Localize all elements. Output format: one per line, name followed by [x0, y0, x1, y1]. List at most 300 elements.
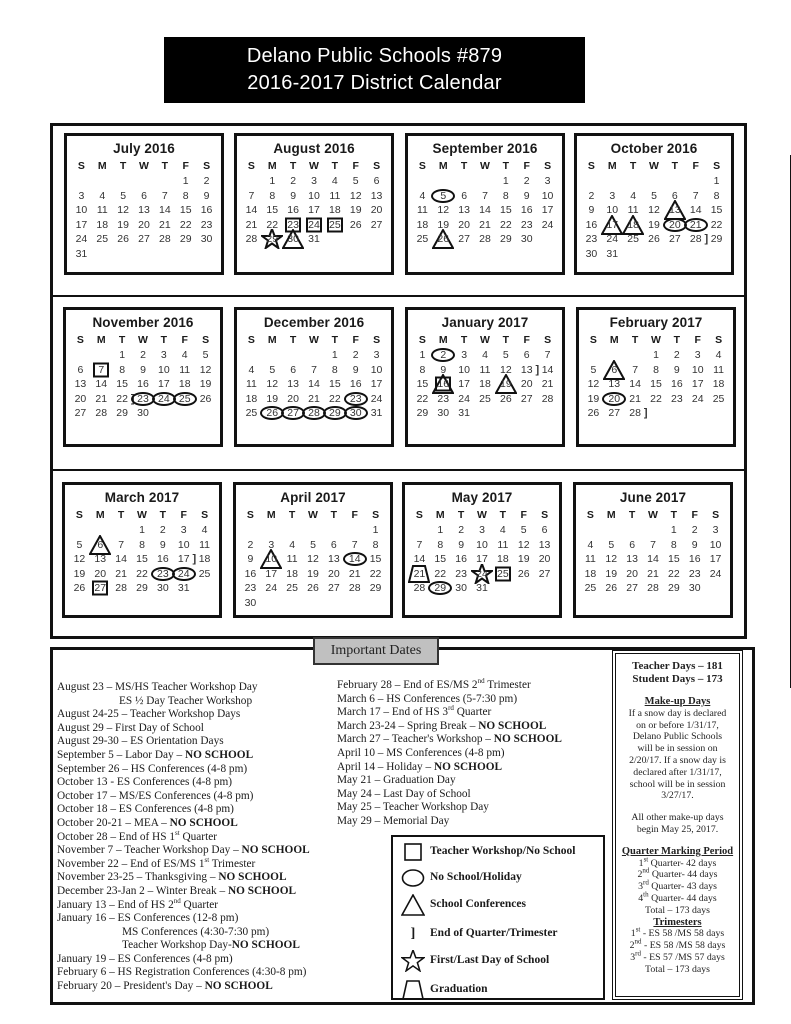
day-cell	[92, 232, 113, 247]
day-number: 20	[370, 204, 383, 216]
day-number: 8	[713, 189, 720, 202]
day-cell	[196, 203, 217, 218]
day-cell	[71, 203, 92, 218]
day-cell	[475, 232, 496, 247]
trimester-heading: Trimesters	[653, 916, 702, 928]
day-cell	[495, 203, 516, 218]
day-number: 12	[199, 363, 212, 376]
day-cell	[304, 406, 325, 421]
day-cell	[646, 392, 667, 407]
day-cell	[133, 363, 154, 378]
day-cell	[492, 523, 513, 538]
day-number: 25	[286, 582, 298, 594]
weekday-label: T	[289, 334, 297, 346]
weekday-label: F	[352, 334, 359, 346]
quarter-total: Total – 173 days	[645, 904, 710, 916]
day-number: 4	[289, 538, 296, 551]
day-number: 29	[329, 407, 341, 419]
day-number: 6	[97, 538, 104, 551]
day-number: 23	[437, 392, 450, 405]
day-cell	[433, 377, 454, 392]
day-number: 3	[268, 538, 275, 551]
month-day-grid	[65, 507, 219, 596]
weekday-label: W	[308, 509, 318, 521]
day-number: 18	[245, 392, 258, 405]
weekday-label: S	[246, 509, 254, 521]
day-number: 18	[198, 553, 211, 565]
day-number: 26	[199, 392, 212, 405]
weekday-label: W	[139, 160, 149, 172]
day-number: 13	[74, 378, 87, 390]
day-cell	[366, 174, 387, 189]
day-cell	[194, 567, 215, 582]
day-number: 17	[370, 378, 383, 390]
day-cell	[580, 538, 601, 553]
makeup-line: If a snow day is declared	[628, 707, 727, 719]
day-number: 22	[329, 392, 341, 405]
important-date-entry	[57, 980, 310, 994]
day-cell	[644, 218, 665, 233]
weekday-label: T	[499, 509, 507, 521]
weekday-label: W	[309, 160, 319, 172]
day-number: 21	[95, 392, 108, 405]
day-cell	[283, 189, 304, 204]
makeup-heading: Make-up Days	[644, 696, 711, 707]
day-number: 15	[136, 553, 148, 565]
empty-day-cell	[111, 523, 132, 538]
day-cell	[412, 363, 433, 378]
day-cell	[134, 203, 155, 218]
day-cell	[602, 218, 623, 233]
day-number: 16	[585, 218, 598, 231]
important-date-entry	[57, 871, 310, 885]
day-number: 13	[328, 553, 340, 565]
date-description: March 6 – HS Conferences (5-7:30 pm)	[337, 692, 518, 705]
day-number: 29	[500, 233, 512, 245]
day-cell	[111, 581, 132, 596]
day-number: 23	[520, 218, 533, 231]
day-cell	[153, 363, 174, 378]
weekday-label: F	[351, 509, 358, 521]
day-cell	[262, 203, 283, 218]
day-cell	[706, 203, 727, 218]
day-cell	[625, 377, 646, 392]
day-cell	[495, 232, 516, 247]
day-cell	[580, 581, 601, 596]
day-cell	[152, 567, 173, 582]
day-number: 16	[287, 204, 299, 216]
day-cell	[685, 232, 709, 247]
day-cell	[537, 189, 558, 204]
day-cell	[472, 581, 493, 596]
day-number: 10	[370, 363, 383, 376]
important-date-entry	[57, 735, 310, 749]
day-cell	[304, 392, 325, 407]
day-number: 19	[266, 392, 279, 405]
month-day-grid	[236, 507, 390, 610]
empty-day-cell	[303, 523, 324, 538]
weekday-label: S	[415, 509, 423, 521]
empty-day-cell	[113, 174, 134, 189]
important-date-entry	[337, 788, 562, 802]
day-cell	[283, 392, 304, 407]
day-number: 25	[712, 392, 725, 405]
day-cell	[513, 538, 534, 553]
day-cell	[283, 363, 304, 378]
day-number: 4	[201, 524, 208, 536]
day-cell	[537, 348, 558, 363]
weekday-label: W	[649, 160, 659, 172]
month-title: December 2016	[263, 315, 365, 330]
quarter-line: 1st Quarter- 42 days	[638, 855, 717, 869]
day-number: 25	[245, 407, 258, 419]
day-cell	[646, 363, 667, 378]
day-number: 14	[689, 204, 702, 216]
day-number: 14	[479, 204, 491, 216]
day-number: 3	[373, 349, 380, 361]
date-description: September 5 – Labor Day –	[57, 748, 185, 761]
empty-day-cell	[644, 174, 665, 189]
month-title: July 2016	[113, 141, 175, 156]
day-number: 26	[437, 233, 450, 245]
day-number: 9	[290, 189, 297, 202]
day-cell	[113, 232, 134, 247]
day-cell	[706, 218, 727, 233]
weekday-label: F	[181, 334, 188, 346]
day-cell	[537, 377, 558, 392]
day-number: 27	[626, 582, 638, 594]
day-number: 26	[266, 407, 279, 419]
day-number: 30	[287, 233, 299, 245]
day-number: 19	[500, 378, 512, 390]
day-number: 21	[159, 218, 171, 231]
day-number: 18	[416, 218, 429, 231]
day-number: 20	[608, 392, 621, 405]
no-school-flag: NO SCHOOL	[185, 748, 254, 761]
day-cell	[625, 406, 646, 421]
day-cell	[454, 203, 475, 218]
date-description: November 7 – Teacher Workshop Day –	[57, 844, 242, 857]
date-description: October 20-21 – MEA –	[57, 816, 170, 829]
day-number: 9	[203, 189, 210, 202]
day-cell	[643, 567, 664, 582]
day-cell	[581, 189, 602, 204]
day-number: 9	[159, 538, 166, 551]
day-number: 27	[520, 392, 533, 405]
weekday-label: S	[203, 160, 211, 172]
weekday-label: T	[119, 160, 127, 172]
day-cell	[516, 218, 537, 233]
day-number: 17	[75, 218, 88, 231]
day-number: 23	[349, 392, 362, 405]
day-cell	[604, 377, 625, 392]
day-number: 14	[629, 378, 641, 390]
day-number: 4	[181, 349, 188, 361]
day-cell	[475, 189, 496, 204]
day-cell	[132, 581, 153, 596]
month-calendar	[576, 307, 736, 447]
important-date-entry	[57, 844, 310, 858]
day-number: 31	[308, 233, 320, 245]
day-number: 31	[476, 582, 488, 594]
day-cell	[433, 203, 454, 218]
day-number: 25	[96, 233, 109, 245]
day-cell	[513, 567, 534, 582]
day-number: 5	[502, 349, 509, 361]
day-cell	[537, 218, 558, 233]
day-cell	[240, 567, 261, 582]
day-cell	[261, 567, 282, 582]
empty-day-cell	[604, 348, 625, 363]
important-date-entry	[57, 695, 310, 709]
weekday-label: M	[438, 160, 448, 172]
day-number: 30	[688, 582, 701, 594]
day-cell	[283, 406, 304, 421]
day-number: 20	[94, 567, 107, 580]
day-number: 6	[541, 524, 548, 536]
important-date-entry	[337, 774, 562, 788]
day-cell	[324, 406, 345, 421]
day-cell	[646, 377, 667, 392]
day-cell	[430, 567, 451, 582]
day-cell	[262, 189, 283, 204]
day-cell	[112, 406, 133, 421]
day-cell	[666, 363, 687, 378]
weekday-label: M	[267, 334, 277, 346]
day-number: 16	[437, 378, 450, 390]
day-cell	[133, 406, 154, 421]
weekday-label: S	[418, 334, 426, 346]
quarter-list	[616, 855, 739, 905]
day-cell	[324, 218, 345, 233]
date-description: May 29 – Memorial Day	[337, 814, 450, 827]
weekday-label: M	[606, 509, 616, 521]
empty-day-cell	[581, 174, 602, 189]
day-number: 11	[96, 204, 108, 216]
weekday-label: T	[502, 160, 510, 172]
day-number: 3	[180, 524, 187, 536]
no-school-flag: NO SCHOOL	[227, 884, 297, 897]
day-number: 19	[349, 204, 362, 216]
weekday-label: T	[629, 160, 637, 172]
day-number: 7	[692, 189, 699, 202]
day-number: 10	[75, 204, 88, 216]
day-number: 19	[587, 392, 600, 405]
month-title: April 2017	[280, 490, 346, 505]
day-number: 10	[158, 363, 170, 376]
day-cell	[412, 232, 433, 247]
day-cell	[430, 523, 451, 538]
day-cell	[175, 218, 196, 233]
day-number: 15	[710, 204, 723, 216]
day-cell	[303, 552, 324, 567]
day-cell	[71, 189, 92, 204]
day-cell	[601, 552, 622, 567]
quarter-line: 4th Quarter- 44 days	[638, 890, 717, 904]
day-number: 13	[370, 189, 383, 202]
day-number: 26	[349, 218, 362, 231]
day-cell	[663, 523, 684, 538]
day-cell	[663, 567, 684, 582]
day-cell	[365, 567, 386, 582]
empty-day-cell	[580, 523, 601, 538]
day-cell	[282, 581, 303, 596]
day-number: 18	[584, 567, 597, 580]
day-number: 9	[352, 363, 359, 376]
weekday-label: F	[694, 334, 701, 346]
important-date-entry	[57, 939, 310, 953]
day-cell	[409, 581, 430, 596]
day-cell	[365, 581, 386, 596]
day-number: 6	[461, 189, 468, 202]
quarter-heading: Quarter Marking Period	[621, 845, 734, 857]
day-number: 14	[95, 378, 108, 390]
day-number: 31	[177, 582, 190, 594]
month-calendar	[64, 133, 224, 275]
day-cell	[475, 392, 496, 407]
day-number: 7	[482, 189, 488, 202]
day-cell	[643, 538, 664, 553]
important-date-entry	[57, 776, 310, 790]
weekday-label: T	[670, 509, 678, 521]
weekday-label: W	[480, 160, 490, 172]
day-number: 17	[308, 204, 320, 216]
day-cell	[113, 203, 134, 218]
day-cell	[91, 377, 112, 392]
day-cell	[70, 392, 91, 407]
no-school-flag: NO SCHOOL	[493, 733, 562, 746]
day-cell	[345, 363, 366, 378]
day-number: 2	[352, 349, 359, 361]
day-number: 11	[627, 204, 639, 216]
day-number: 5	[651, 189, 657, 202]
month-day-grid	[577, 158, 731, 261]
day-cell	[90, 552, 111, 567]
bracket-marker-icon: ]	[410, 926, 416, 941]
day-cell	[666, 392, 687, 407]
day-cell	[581, 232, 602, 247]
day-number: 27	[608, 407, 621, 419]
important-date-entry	[57, 966, 310, 980]
empty-day-cell	[70, 348, 91, 363]
empty-day-cell	[433, 174, 454, 189]
day-number: 6	[671, 189, 678, 202]
day-number: 29	[434, 582, 447, 594]
day-cell	[451, 581, 472, 596]
day-cell	[644, 203, 665, 218]
weekday-label: S	[76, 334, 84, 346]
no-school-flag: NO SCHOOL	[204, 980, 273, 993]
day-cell	[537, 363, 558, 378]
day-cell	[262, 392, 283, 407]
month-title: November 2016	[92, 315, 194, 330]
day-number: 19	[199, 378, 212, 390]
day-cell	[433, 232, 454, 247]
important-date-entry	[57, 885, 310, 899]
day-number: 19	[117, 218, 129, 231]
day-number: 2	[458, 524, 465, 536]
weekday-label: M	[435, 509, 445, 521]
day-number: 4	[499, 524, 506, 536]
day-cell	[604, 392, 625, 407]
day-cell	[666, 377, 687, 392]
day-cell	[475, 363, 496, 378]
day-cell	[344, 552, 365, 567]
day-cell	[153, 348, 174, 363]
empty-day-cell	[625, 348, 646, 363]
day-number: 29	[116, 407, 128, 419]
day-cell	[433, 218, 454, 233]
day-cell	[451, 523, 472, 538]
important-date-entry	[57, 763, 310, 777]
day-number: 18	[286, 567, 298, 580]
day-cell	[282, 552, 303, 567]
day-number: 5	[120, 189, 127, 202]
day-number: 7	[544, 349, 551, 361]
day-number: 16	[688, 553, 701, 565]
day-cell	[516, 377, 537, 392]
important-date-entry	[57, 803, 310, 817]
day-number: 4	[482, 349, 488, 361]
date-description: February 6 – HS Registration Conferences (4:30-8 pm)	[57, 966, 307, 979]
day-number: 31	[75, 247, 88, 260]
day-number: 19	[517, 553, 530, 565]
trimester-line: 1st - ES 58 /MS 58 days	[630, 926, 725, 940]
legend-item	[393, 949, 603, 973]
day-cell	[601, 567, 622, 582]
day-number: 26	[605, 582, 618, 594]
day-cell	[173, 523, 194, 538]
no-school-flag: NO SCHOOL	[218, 871, 287, 884]
day-cell	[194, 552, 215, 567]
day-cell	[196, 218, 217, 233]
month-day-grid	[66, 332, 220, 421]
day-number: 12	[605, 553, 618, 565]
day-number: 28	[159, 233, 171, 245]
day-number: 3	[311, 175, 317, 187]
day-cell	[365, 552, 386, 567]
legend-label: Teacher Workshop/No School	[430, 845, 576, 857]
day-cell	[69, 581, 90, 596]
day-cell	[475, 218, 496, 233]
day-cell	[433, 189, 454, 204]
day-cell	[304, 189, 325, 204]
day-number: 18	[497, 553, 509, 565]
day-number: 11	[286, 553, 298, 565]
day-number: 13	[94, 553, 107, 565]
day-cell	[366, 377, 387, 392]
day-number: 13	[138, 204, 150, 216]
day-cell	[604, 406, 625, 421]
day-number: 30	[137, 407, 149, 419]
weekday-label: S	[373, 334, 381, 346]
day-number: 8	[437, 538, 444, 551]
month-calendar	[63, 307, 223, 447]
day-cell	[324, 392, 345, 407]
makeup-text	[616, 708, 739, 802]
important-date-entry	[57, 855, 310, 872]
calendar-year-title: 2016-2017 District Calendar	[247, 72, 502, 94]
day-cell	[152, 581, 173, 596]
day-cell	[623, 232, 644, 247]
day-cell	[708, 363, 729, 378]
day-number: 30	[200, 233, 213, 245]
day-cell	[495, 392, 516, 407]
day-number: 30	[455, 582, 467, 594]
legend-item	[393, 978, 603, 1002]
day-cell	[687, 363, 708, 378]
day-number: 23	[585, 233, 598, 245]
